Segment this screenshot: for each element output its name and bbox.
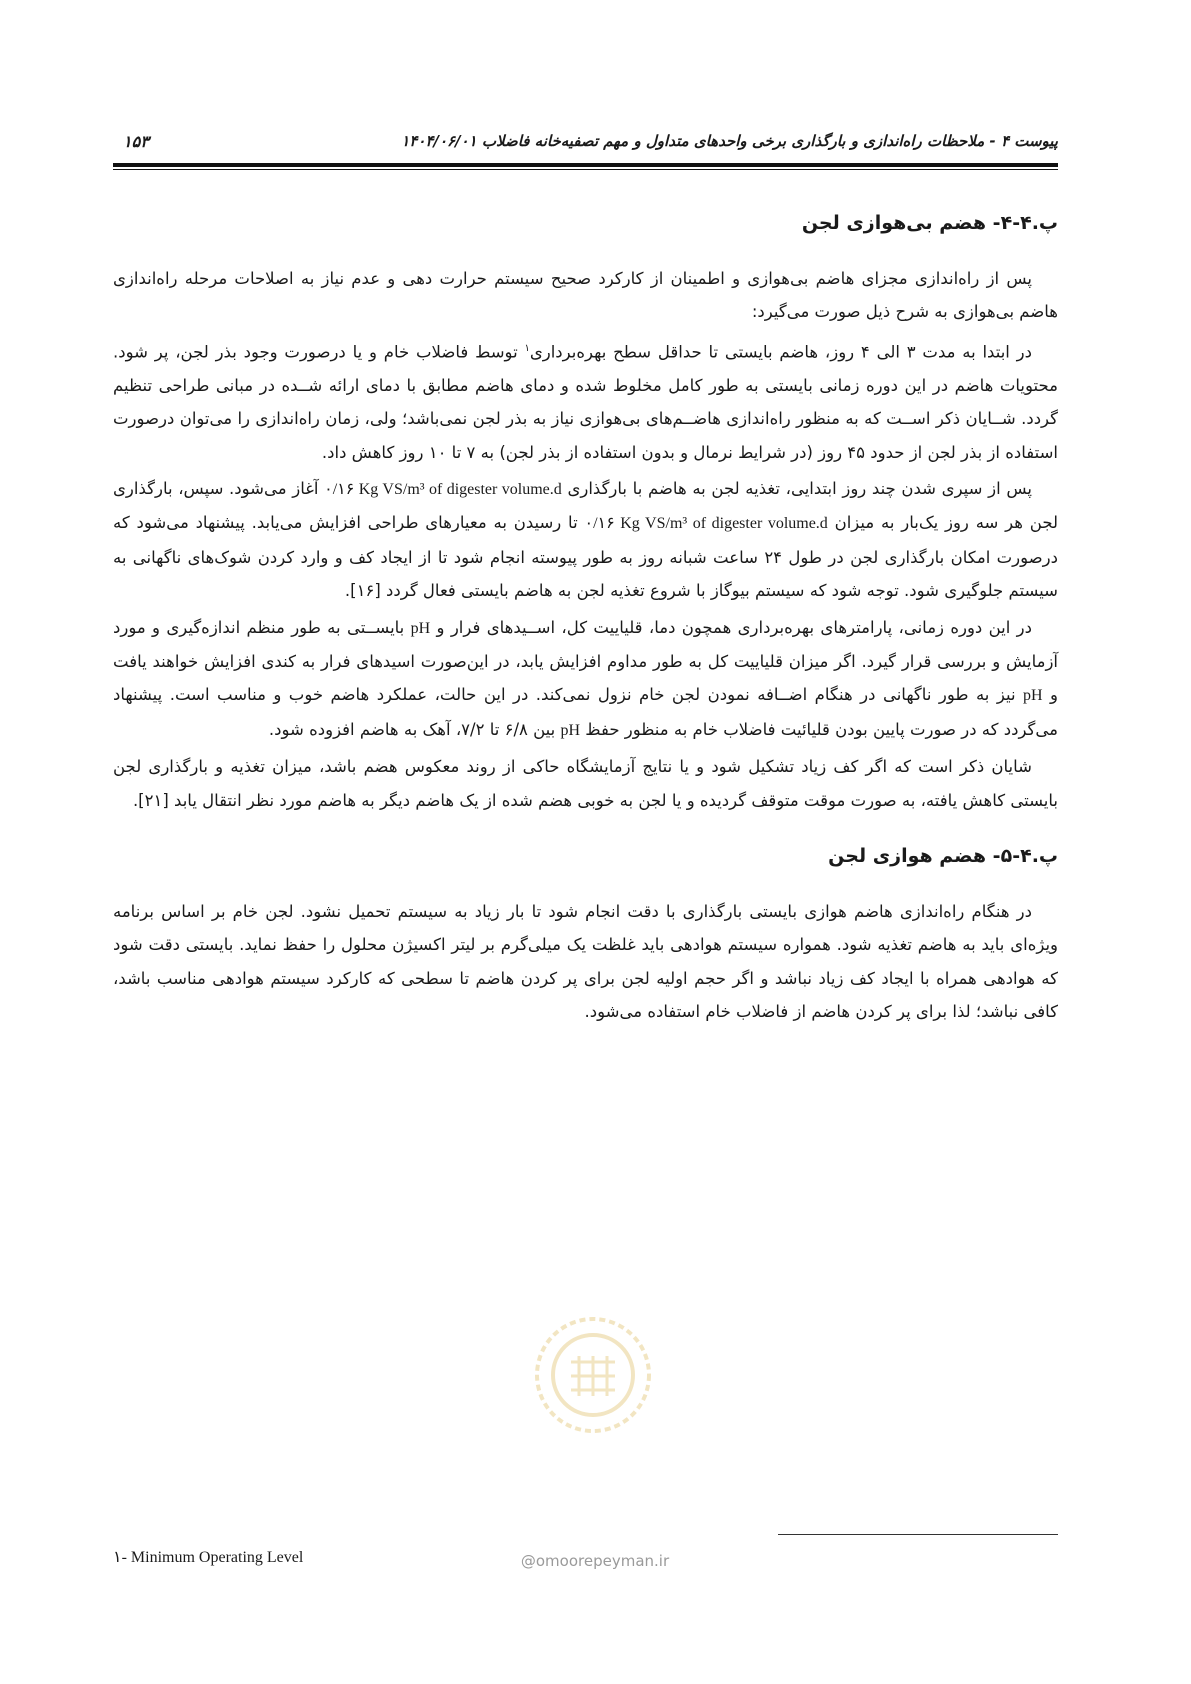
main-content bbox=[113, 208, 1058, 1032]
header-rule-thick bbox=[113, 163, 1058, 167]
loading-rate-1: ۰/۱۶ Kg VS/m³ of digester volume.d bbox=[324, 480, 562, 498]
header-title: پیوست ۴ - ملاحظات راه‌اندازی و بارگذاری برخی واحدهای متداول و مهم تصفیه‌خانه فاضلاب ۱۴۰۴/۰۶/۰۱ bbox=[401, 132, 1058, 150]
ph-term-1: pH bbox=[410, 619, 431, 637]
page-number: ۱۵۳ bbox=[123, 132, 149, 151]
watermark-site: @omoorepeyman.ir bbox=[520, 1552, 670, 1570]
paragraph-3-part-a: پس از سپری شدن چند روز ابتدایی، تغذیه لجن به هاضم با بارگذاری bbox=[561, 478, 1032, 498]
paragraph-4-part-a: در این دوره زمانی، پارامترهای بهره‌برداری همچون دما، قلیاییت کل، اســیدهای فرار و bbox=[430, 617, 1032, 637]
paragraph-6: در هنگام راه‌اندازی هاضم هوازی بایستی بارگذاری با دقت انجام شود تا بار زیاد به سیستم تحمیل نشود. لجن خام بر اساس برنامه ویژه‌ای باید به هاضم تغذیه شود. همواره سیستم هوادهی باید غلظت یک میلی‌گرم بر لیتر اکسیژن محلول را حفظ نماید. بایستی دقت شود که هوادهی همراه با ایجاد کف زیاد نباشد و اگر حجم اولیه لجن برای پر کردن هاضم تا سطحی که کارکرد سیستم هوادهی مناسب باشد، کافی نباشد؛ لذا برای پر کردن هاضم از فاضلاب خام استفاده می‌شود. bbox=[113, 902, 1058, 1022]
paragraph-4 bbox=[113, 611, 1058, 748]
paragraph-1: پس از راه‌اندازی مجزای هاضم بی‌هوازی و اطمینان از کارکرد صحیح سیستم حرارت دهی و عدم نیاز به اصلاحات مرحله راه‌اندازی هاضم بی‌هوازی به شرح ذیل صورت می‌گیرد: bbox=[113, 269, 1058, 322]
footnote: ۱- Minimum Operating Level bbox=[113, 1549, 304, 1566]
header-rule-thin bbox=[113, 169, 1058, 170]
paragraph-2-part-a: در ابتدا به مدت ۳ الی ۴ روز، هاضم بایستی تا حداقل سطح بهره‌برداری bbox=[529, 342, 1032, 362]
paragraph-5: شایان ذکر است که اگر کف زیاد تشکیل شود و یا نتایج آزمایشگاه حاکی از روند معکوس هضم باشد، میزان تغذیه و بارگذاری لجن بایستی کاهش یافته، به صورت موقت متوقف گردیده و یا لجن به خوبی هضم شده از یک هاضم دیگر به هاضم مورد نظر انتقال یابد [۲۱]. bbox=[113, 757, 1058, 810]
page-header bbox=[113, 128, 1058, 158]
watermark-logo-icon bbox=[513, 1300, 673, 1450]
paragraph-4-part-b: بایســتی به طور منظم اندازه‌گیری و مورد آزمایش و بررسی قرار گیرد. اگر میزان قلیاییت کل به طور مداوم افزایش یابد، در این‌صورت اسیدهای فرار به کندی افزایش خواهند یافت و bbox=[113, 617, 1058, 705]
paragraph-3-part-b: آغاز می‌شود. سپس، بارگذاری لجن هر سه روز یک‌بار به میزان bbox=[113, 478, 1058, 533]
loading-rate-2: ۰/۱۶ Kg VS/m³ of digester volume.d bbox=[584, 515, 828, 533]
section-heading-anaerobic: پ.۴-۴- هضم بی‌هوازی لجن bbox=[801, 212, 1058, 234]
ph-term-3: pH bbox=[560, 721, 581, 739]
section-heading-aerobic: پ.۴-۵- هضم هوازی لجن bbox=[828, 845, 1058, 867]
paragraph-3-part-c: تا رسیدن به معیارهای طراحی افزایش می‌یابد. پیشنهاد می‌شود که درصورت امکان بارگذاری لجن در طول ۲۴ ساعت شبانه روز به طور پیوسته انجام شود تا از ایجاد کف و وارد کردن شوک‌های ناگهانی به سیستم جلوگیری شود. توجه شود که سیستم بیوگاز با شروع تغذیه لجن به هاضم بایستی فعال گردد [۱۶]. bbox=[113, 513, 1058, 601]
paragraph-4-part-d: بین ۶/۸ تا ۷/۲، آهک به هاضم افزوده شود. bbox=[268, 719, 561, 739]
footnote-rule bbox=[778, 1534, 1058, 1535]
paragraph-4-part-c: نیز به طور ناگهانی در هنگام اضــافه نمودن لجن خام نزول نمی‌کند. در این حالت، عملکرد هاضم خوب و مناسب است. پیشنهاد می‌گردد که در صورت پایین بودن قلیائیت فاضلاب خام به منظور حفظ bbox=[113, 685, 1058, 739]
paragraph-3 bbox=[113, 472, 1058, 608]
paragraph-2-part-b: توسط فاضلاب خام و یا درصورت وجود بذر لجن، پر شود. محتویات هاضم در این دوره زمانی بایستی به طور کامل مخلوط شده و دمای هاضم مطابق با دمای ارائه شــده در مبانی طراحی تنظیم گردد. شــایان ذکر اســت که به منظور راه‌اندازی هاضــم‌های بی‌هوازی نیاز به بذر لجن نمی‌باشد؛ ولی، زمان راه‌اندازی را می‌توان درصورت استفاده از بذر لجن از حدود ۴۵ روز (در شرایط نرمال و بدون استفاده از بذر لجن) به ۷ تا ۱۰ روز کاهش داد. bbox=[113, 342, 1058, 462]
footnote-ref: ۱ bbox=[524, 342, 530, 354]
paragraph-2 bbox=[113, 332, 1058, 469]
ph-term-2: pH bbox=[1023, 687, 1043, 705]
